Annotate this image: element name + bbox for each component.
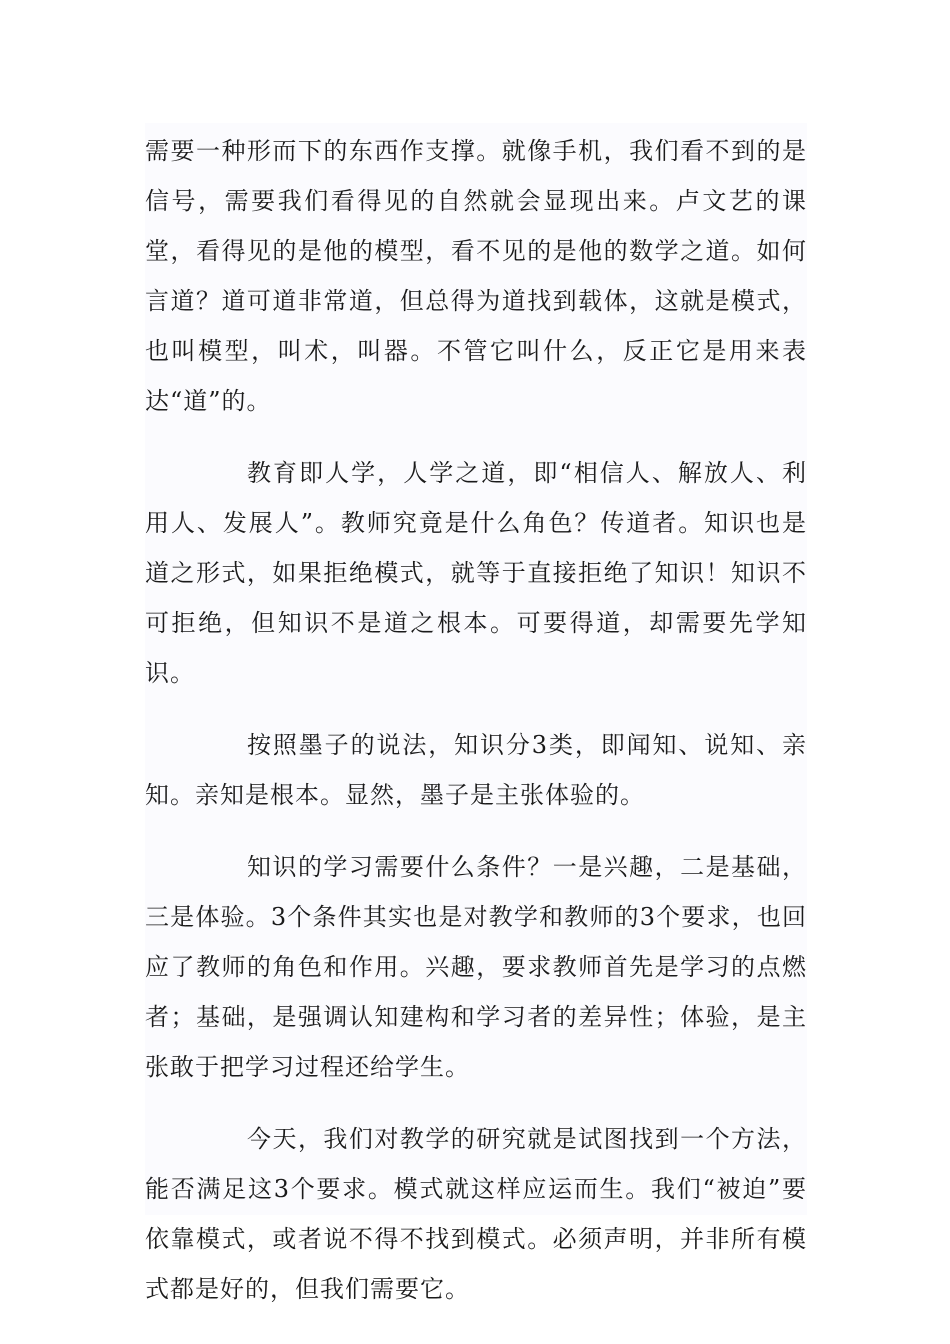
paragraph-1: 需要一种形而下的东西作支撑。就像手机，我们看不到的是信号，需要我们看得见的自然就会显现出来。卢文艺的课堂，看得见的是他的模型，看不见的是他的数学之道。如何言道？道可道非常道，但总得为道找到载体，这就是模式，也叫模型，叫术，叫器。不管它叫什么，反正它是用来表达“道”的。 <box>145 137 807 415</box>
paragraph-2: 教育即人学，人学之道，即“相信人、解放人、利用人、发展人”。教师究竟是什么角色？传道者。知识也是道之形式，如果拒绝模式，就等于直接拒绝了知识！知识不可拒绝，但知识不是道之根本。可要得道，却需要先学知识。 <box>145 459 807 687</box>
paragraph-4: 知识的学习需要什么条件？一是兴趣，二是基础，三是体验。3个条件其实也是对教学和教师的3个要求，也回应了教师的角色和作用。兴趣，要求教师首先是学习的点燃者；基础，是强调认知建构和学习者的差异性；体验，是主张敢于把学习过程还给学生。 <box>145 853 807 1081</box>
paragraph-3: 按照墨子的说法，知识分3类，即闻知、说知、亲知。亲知是根本。显然，墨子是主张体验的。 <box>145 731 807 809</box>
paragraph-5: 今天，我们对教学的研究就是试图找到一个方法，能否满足这3个要求。模式就这样应运而生。我们“被迫”要依靠模式，或者说不得不找到模式。必须声明，并非所有模式都是好的，但我们需要它。 <box>145 1125 807 1303</box>
document-body <box>145 123 807 1303</box>
